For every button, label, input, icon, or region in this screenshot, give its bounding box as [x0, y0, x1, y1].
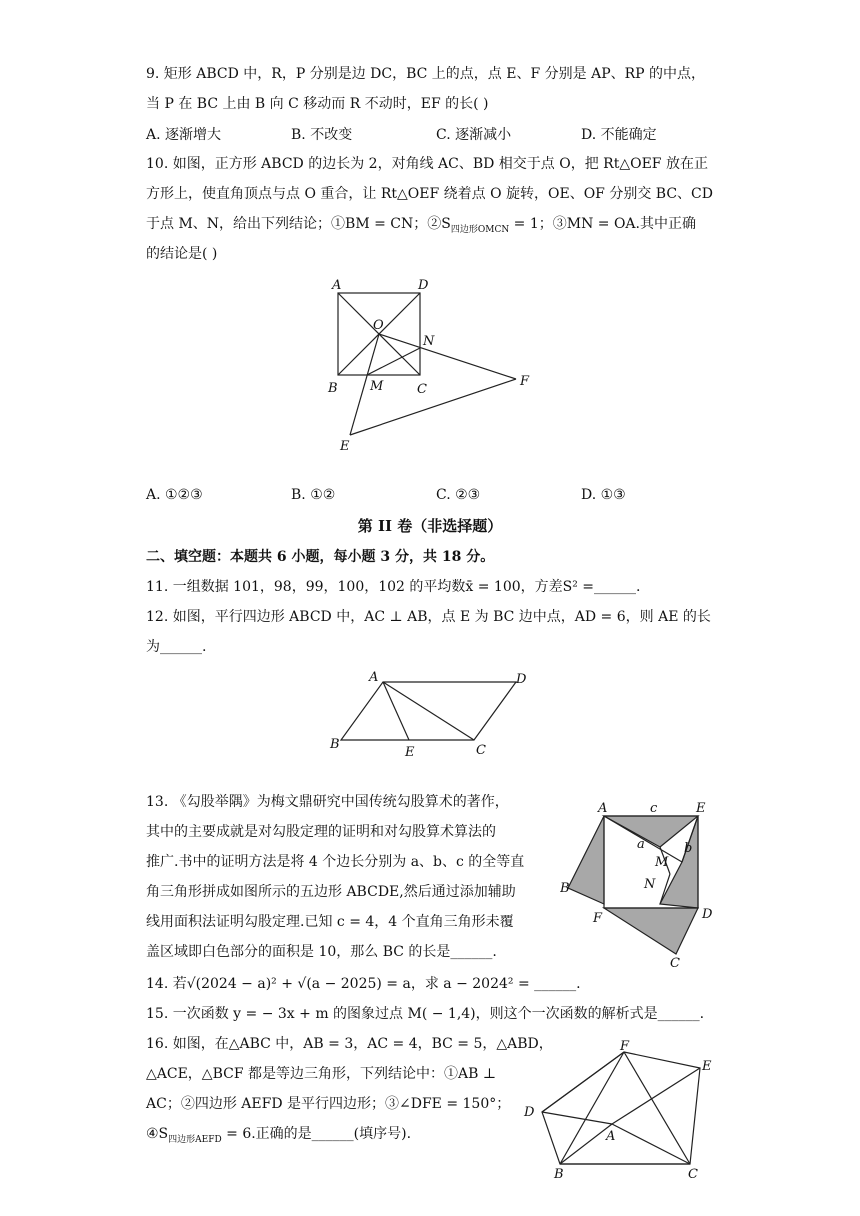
q13-line2: 其中的主要成就是对勾股定理的证明和对勾股算术算法的 — [146, 824, 496, 840]
q12-label-c: C — [476, 743, 486, 758]
q10-line4: 的结论是( ) — [146, 246, 218, 262]
q13-label-b-side: b — [684, 841, 693, 856]
q13-line4: 角三角形拼成如图所示的五边形 ABCDE,然后通过添加辅助 — [146, 884, 516, 900]
q9-option-d: D. 不能确定 — [581, 127, 657, 143]
q10-label-a: A — [332, 278, 342, 293]
q9-options — [146, 124, 726, 144]
q11-text: 11. 一组数据 101，98，99，100，102 的平均数x̄ = 100，方差S² =______. — [146, 579, 641, 595]
q10-label-f: F — [520, 374, 530, 389]
q12-label-a: A — [369, 670, 379, 685]
q16-line4 — [146, 1124, 411, 1150]
q16-figure — [518, 1040, 718, 1180]
q13-line1: 13. 《勾股举隅》为梅文鼎研究中国传统勾股算术的著作， — [146, 794, 509, 810]
section-title: 第 II 卷（非选择题） — [357, 517, 503, 535]
q10-options — [146, 487, 726, 503]
q10-line3-a: 于点 M、N，给出下列结论；①BM = CN；②S — [146, 216, 451, 232]
q10-figure — [320, 275, 550, 460]
q16-line4-sub: 四边形AEFD — [168, 1134, 222, 1145]
q10-label-b: B — [328, 381, 338, 396]
q10-label-n: N — [423, 334, 435, 349]
q10-line2: 方形上，使直角顶点与点 O 重合，让 Rt△OEF 绕着点 O 旋转，OE、OF 分别交 BC、CD — [146, 186, 713, 202]
q14-text: 14. 若√(2024 − a)² + √(a − 2025) = a，求 a − 2024² = ______. — [146, 976, 581, 992]
section-heading: 二、填空题：本题共 6 小题，每小题 3 分，共 18 分。 — [146, 549, 495, 565]
q13-label-e: E — [696, 801, 706, 816]
q10-label-e: E — [340, 439, 350, 454]
q16-line4-b: = 6.正确的是______(填序号). — [221, 1126, 412, 1142]
q12-figure — [326, 668, 536, 760]
q13-label-f: F — [593, 911, 603, 926]
q13-label-d: D — [702, 907, 713, 922]
q13-label-c: C — [670, 956, 680, 970]
q10-label-c: C — [417, 382, 427, 397]
q10-line1: 10. 如图，正方形 ABCD 的边长为 2，对角线 AC、BD 相交于点 O，把 Rt△OEF 放在正 — [146, 156, 708, 172]
q13-line6: 盖区域即白色部分的面积是 10，那么 BC 的长是______. — [146, 944, 497, 960]
q10-line3 — [146, 214, 696, 240]
q13-line3: 推广.书中的证明方法是将 4 个边长分别为 a、b、c 的全等直 — [146, 854, 525, 870]
q12-line2: 为______. — [146, 639, 207, 655]
q10-option-d: D. ①③ — [581, 487, 626, 503]
q13-label-n: N — [644, 877, 656, 892]
q16-line4-a: ④S — [146, 1126, 169, 1142]
q16-line1: 16. 如图，在△ABC 中，AB = 3，AC = 4，BC = 5，△ABD， — [146, 1036, 553, 1052]
q13-label-a-side: a — [637, 837, 645, 852]
q9-option-a: A. 逐渐增大 — [146, 127, 222, 143]
q9-option-b: B. 不改变 — [291, 127, 353, 143]
q9-option-c: C. 逐渐减小 — [436, 127, 512, 143]
q10-label-o: O — [373, 318, 384, 333]
q13-label-a: A — [598, 801, 608, 816]
q13-label-m: M — [655, 855, 669, 870]
q12-label-d: D — [516, 672, 527, 687]
q10-label-d: D — [418, 278, 429, 293]
q13-line5: 线用面积法证明勾股定理.已知 c = 4，4 个直角三角形未覆 — [146, 914, 514, 930]
q9-line1: 9. 矩形 ABCD 中，R，P 分别是边 DC，BC 上的点，点 E、F 分别是 AP、RP 的中点， — [146, 66, 706, 82]
q10-line3-sub: 四边形OMCN — [450, 224, 510, 235]
q16-label-d: D — [524, 1105, 535, 1120]
q16-label-a: A — [606, 1129, 616, 1144]
q10-option-b: B. ①② — [291, 487, 336, 503]
q9-line2: 当 P 在 BC 上由 B 向 C 移动而 R 不动时，EF 的长( ) — [146, 96, 489, 112]
q10-label-m: M — [370, 379, 384, 394]
q10-line3-b: = 1；③MN = OA.其中正确 — [509, 216, 696, 232]
q12-label-b: B — [330, 737, 340, 752]
q12-label-e: E — [405, 745, 415, 760]
q16-label-c: C — [688, 1167, 698, 1180]
q16-label-e: E — [702, 1059, 712, 1074]
q16-line2: △ACE，△BCF 都是等边三角形，下列结论中：①AB ⊥ — [146, 1066, 497, 1082]
q16-label-f: F — [620, 1040, 630, 1054]
q12-line1: 12. 如图，平行四边形 ABCD 中，AC ⊥ AB，点 E 为 BC 边中点，AD = 6，则 AE 的长 — [146, 609, 711, 625]
q16-label-b: B — [554, 1167, 564, 1180]
q15-text: 15. 一次函数 y = − 3x + m 的图象过点 M( − 1,4)，则这个一次函数的解析式是______. — [146, 1006, 705, 1022]
q10-option-c: C. ②③ — [436, 487, 481, 503]
q16-line3: AC；②四边形 AEFD 是平行四边形；③∠DFE = 150°； — [146, 1096, 511, 1112]
q10-option-a: A. ①②③ — [146, 487, 203, 503]
q13-label-c-side: c — [650, 801, 658, 816]
q13-label-b: B — [560, 881, 570, 896]
q13-figure — [560, 792, 730, 970]
